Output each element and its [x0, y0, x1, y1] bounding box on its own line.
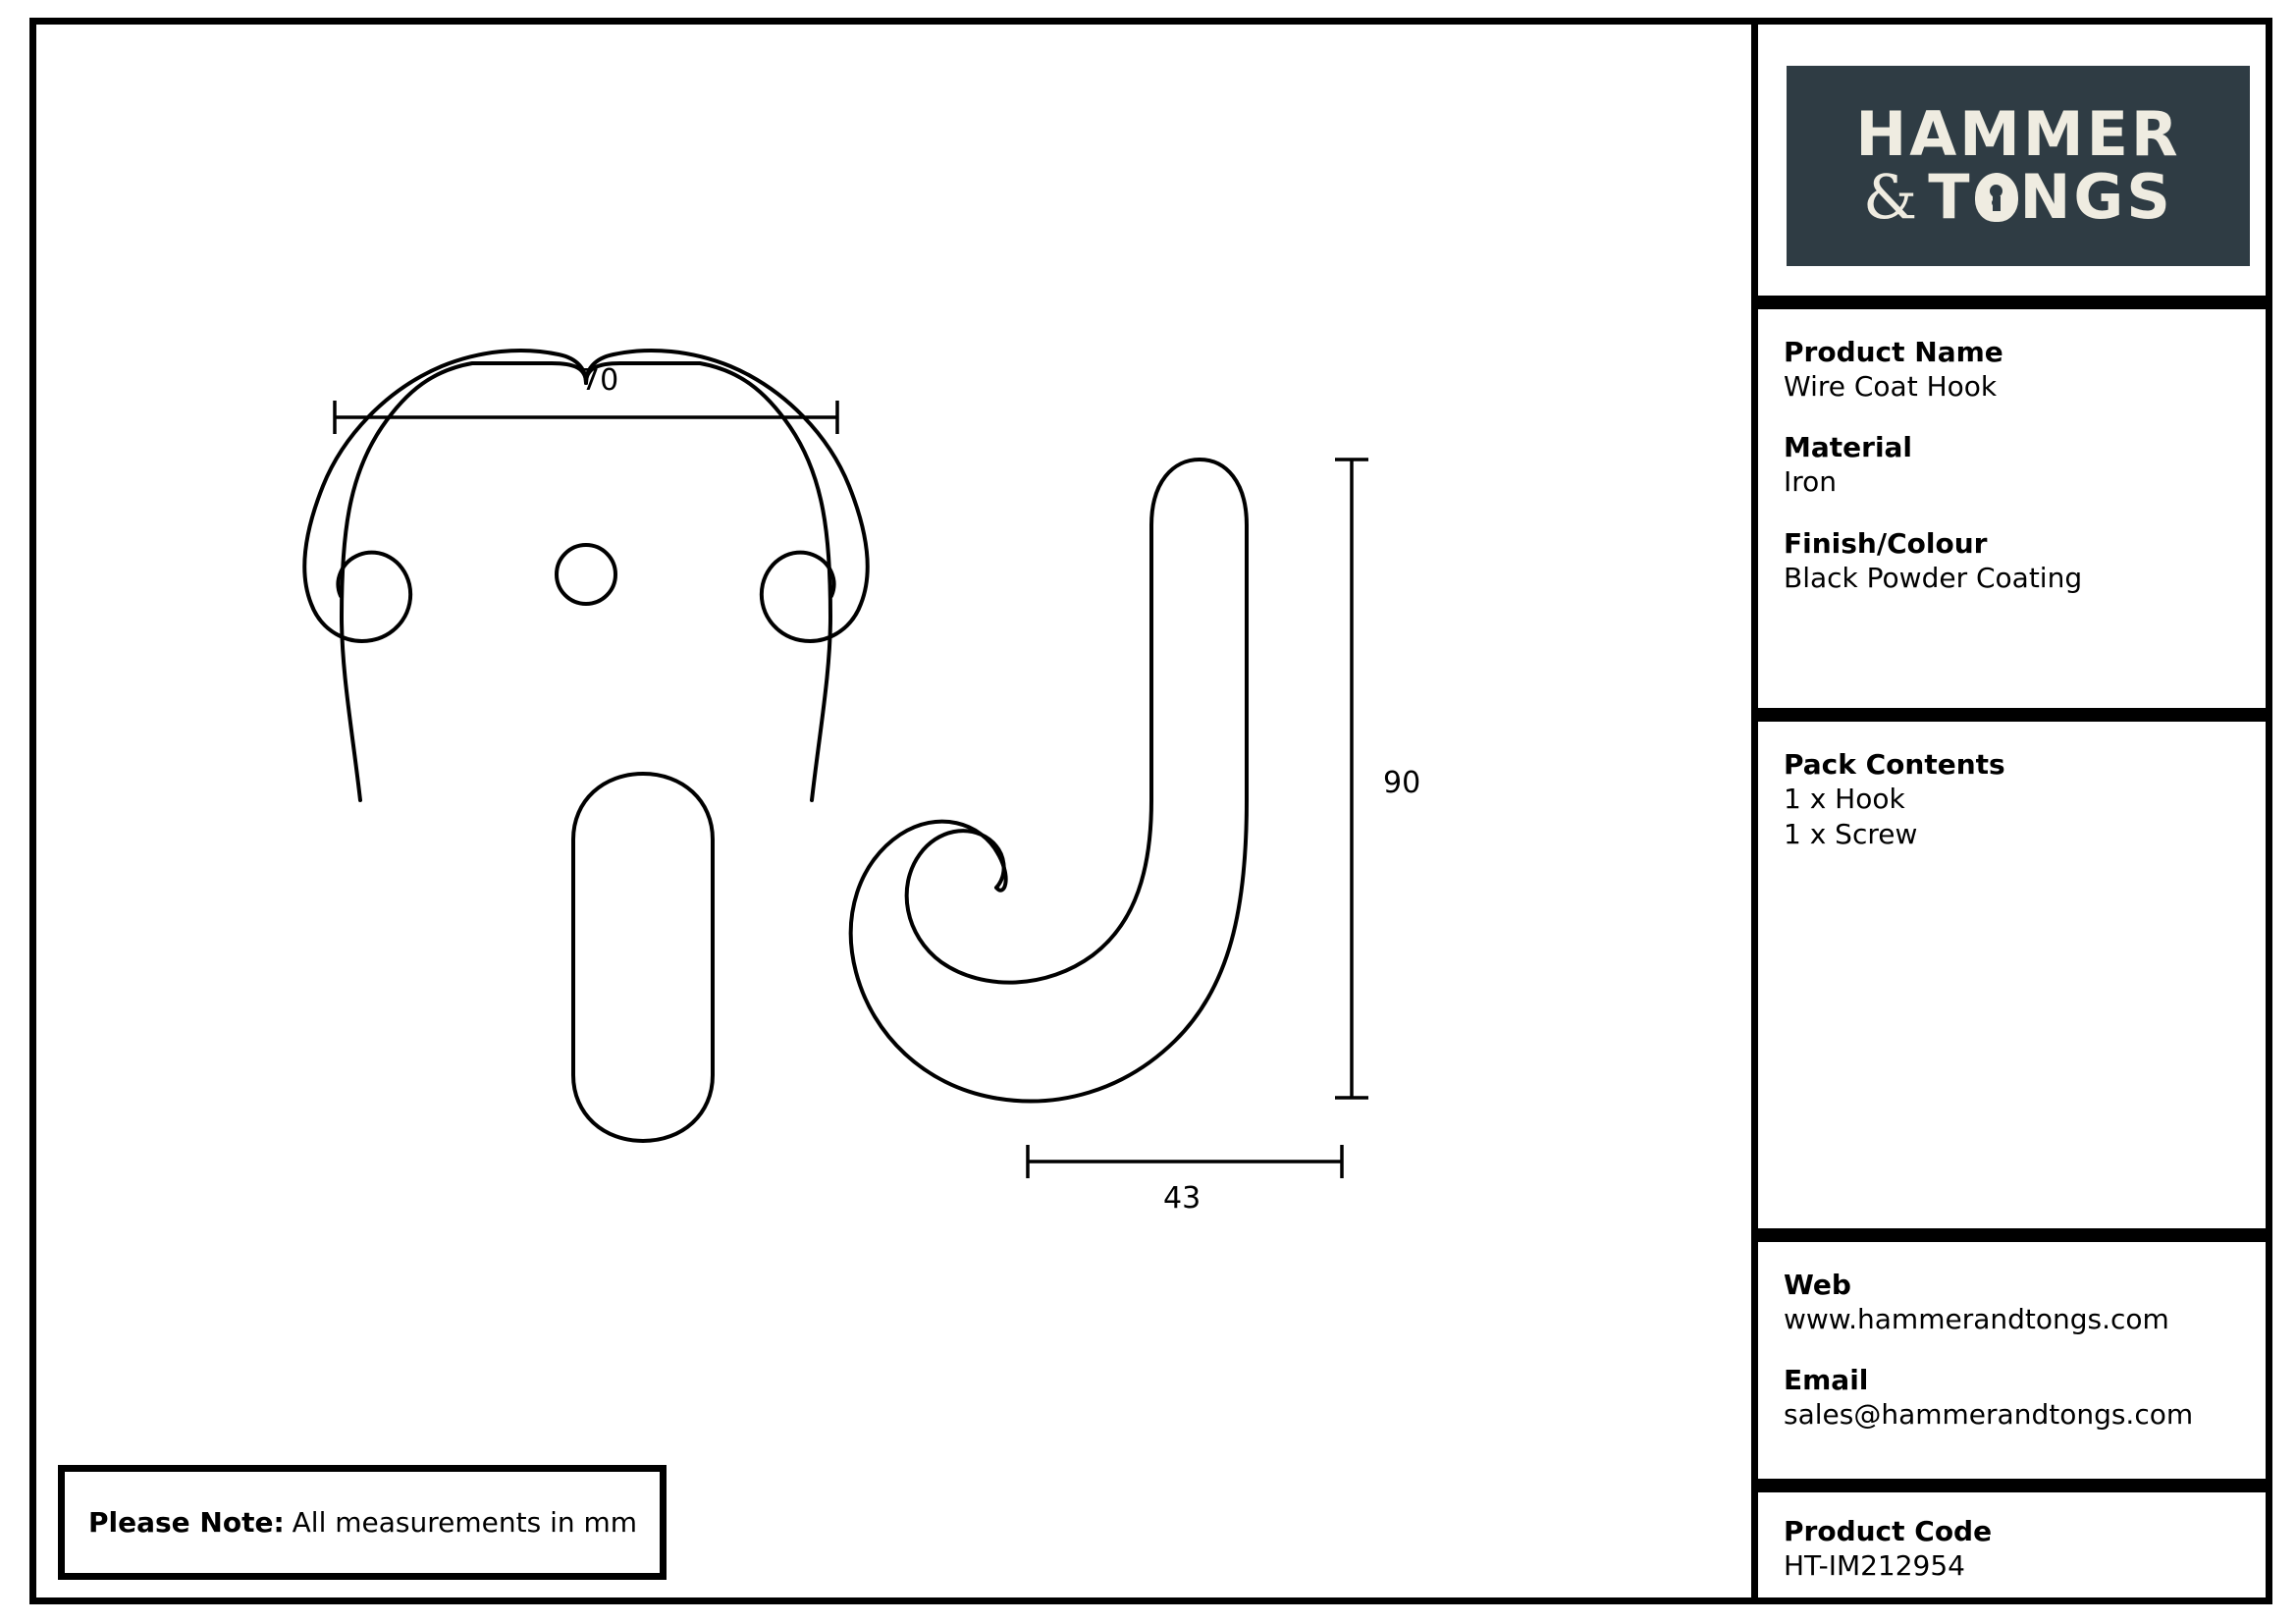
field-product-name — [1758, 335, 2266, 405]
email-value[interactable]: sales@hammerandtongs.com — [1784, 1398, 2194, 1432]
keyhole-icon — [1975, 173, 2018, 222]
finish-label: Finish/Colour — [1784, 526, 1988, 560]
logo-letter-t: T — [1928, 161, 1973, 233]
note-text: All measurements in mm — [292, 1506, 638, 1539]
pack-contents-item: 1 x Screw — [1784, 818, 1918, 851]
web-value[interactable]: www.hammerandtongs.com — [1784, 1303, 2169, 1335]
email-label: Email — [1784, 1364, 1869, 1397]
logo-box — [1751, 18, 2272, 302]
product-drawings — [36, 25, 1751, 1597]
field-pack-contents — [1758, 747, 2266, 853]
field-product-code — [1758, 1514, 2266, 1584]
product-code-box — [1751, 1486, 2272, 1604]
pack-contents-label: Pack Contents — [1784, 748, 2005, 781]
product-code-label: Product Code — [1784, 1515, 1993, 1547]
logo-text-tongs — [1863, 161, 2173, 233]
contact-box — [1751, 1235, 2272, 1486]
finish-value: Black Powder Coating — [1784, 561, 2083, 594]
field-finish — [1758, 526, 2266, 596]
product-name-label: Product Name — [1784, 336, 2003, 368]
field-web — [1758, 1268, 2266, 1337]
dimension-label-height: 90 — [1383, 766, 1421, 800]
side-view-hook — [851, 460, 1247, 1101]
dimension-70 — [335, 401, 837, 434]
logo-letters-ngs: NGS — [2019, 161, 2173, 233]
front-view-hook — [304, 351, 868, 1141]
note-label: Please Note: — [88, 1506, 285, 1539]
ampersand-glyph: & — [1863, 161, 1921, 233]
dimension-90 — [1335, 460, 1368, 1098]
web-label: Web — [1784, 1269, 1851, 1301]
brand-logo — [1787, 66, 2250, 266]
field-email — [1758, 1363, 2266, 1433]
pack-contents-box — [1751, 715, 2272, 1235]
drawing-area — [36, 25, 1751, 1597]
field-material — [1758, 430, 2266, 500]
material-value: Iron — [1784, 465, 1838, 499]
dimension-label-depth: 43 — [1163, 1181, 1201, 1216]
dimension-label-width: 70 — [581, 363, 619, 398]
info-column — [1751, 18, 2272, 1604]
product-name-value: Wire Coat Hook — [1784, 370, 1998, 403]
note-box — [58, 1465, 667, 1580]
pack-contents-item: 1 x Hook — [1784, 783, 1905, 815]
product-code-value: HT-IM212954 — [1784, 1549, 1965, 1582]
spec-box — [1751, 302, 2272, 715]
material-label: Material — [1784, 431, 1913, 464]
logo-text-hammer: HAMMER — [1855, 98, 2181, 170]
dimension-43 — [1028, 1145, 1342, 1178]
